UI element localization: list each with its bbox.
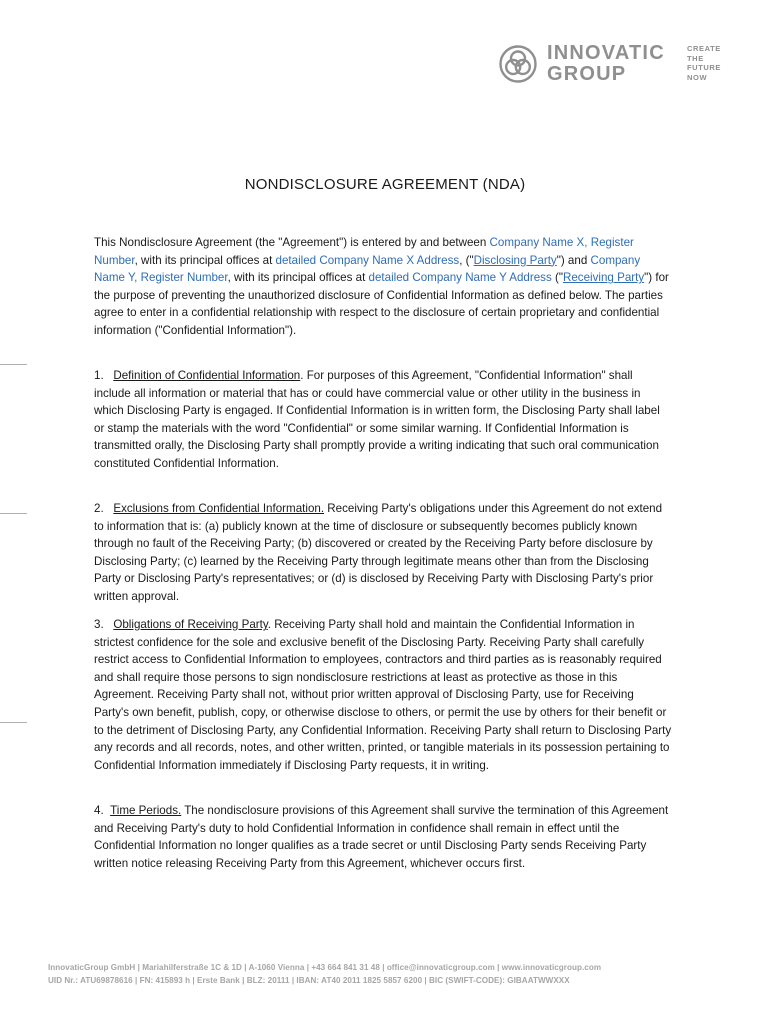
- party-y-link[interactable]: Company Name Y, Register Number: [94, 253, 641, 285]
- address-x-link[interactable]: detailed Company Name X Address: [275, 253, 460, 267]
- fold-mark: [0, 722, 27, 723]
- fold-mark: [0, 513, 27, 514]
- logo-name-line2: GROUP: [547, 63, 627, 85]
- section-text: Receiving Party's obligations under this Agreement do not extend to information that is: (a) publicly known at the time of disclosure or subsequently becomes publicly known through no fault of the Receiving Party; (b) discovered or created by the Receiving Party before disclosure by Disclosing Party; (c) learned by the Receiving Party through legitimate means other than from the Disclosing Party or Disclosing Party's representatives; or (d) is disclosed by Receiving Party with Disclosing Party's prior written approval.: [94, 502, 663, 603]
- logo-tagline-word: CREATE: [687, 44, 721, 53]
- section-obligations: [94, 616, 672, 774]
- document-title: NONDISCLOSURE AGREEMENT (NDA): [244, 176, 526, 193]
- logo-name-line1: INNOVATIC: [547, 42, 665, 64]
- disclosing-party-link[interactable]: Disclosing Party: [473, 253, 557, 267]
- footer-contact-line: InnovaticGroup GmbH | Mariahilferstraße 1C & 1D | A-1060 Vienna | +43 664 841 31 48 | office@innovaticgroup.com | www.innovaticgroup.com: [48, 963, 602, 972]
- section-text: . Receiving Party shall hold and maintain the Confidential Information in strictest confidence for the sole and exclusive benefit of the Disclosing Party. Receiving Party shall carefully restrict access to Confidential Information to employees, contractors and third parties as is reasonably required and shall require those persons to sign nondisclosure restrictions at least as protective as those in this Agreement. Receiving Party shall not, without prior written approval of Disclosing Party, use for Receiving Party's own benefit, publish, copy, or otherwise disclose to others, or permit the use by others for their benefit or to the detriment of Disclosing Party, any Confidential Information. Receiving Party shall return to Disclosing Party any records and all records, notes, and other written, printed, or tangible materials in its possession pertaining to Confidential Information immediately if Disclosing Party requests, it in writing.: [94, 618, 672, 772]
- party-x-link[interactable]: Company Name X, Register Number: [94, 236, 634, 267]
- section-number: 1.: [94, 369, 104, 382]
- logo-wordmark: [547, 43, 665, 85]
- logo-tagline-word: THE: [687, 53, 704, 63]
- section-number: 3.: [94, 618, 104, 631]
- page-footer: [48, 962, 738, 987]
- footer-bank-line: UID Nr.: ATU69878616 | FN: 415893 h | Erste Bank | BLZ: 20111 | IBAN: AT40 2011 1825 5857 6200 | BIC (SWIFT-CODE): GIBAATWWXXX: [48, 975, 570, 985]
- logo-icon: [498, 44, 538, 84]
- section-time-periods: [94, 802, 672, 872]
- section-definition: [94, 367, 672, 473]
- intro-paragraph: This Nondisclosure Agreement (the "Agreement") is entered by and between Company Name X, Register Number, with its principal offices at detailed Company Name X Address, ("Disclosing Party") and Company Name Y, Register Number, with its principal offices at detailed Company Name Y Address ("Receiving Party") for the purpose of preventing the unauthorized disclosure of Confidential Information as defined below. The parties agree to enter in a confidential relationship with respect to the disclosure of certain proprietary and confidential information ("Confidential Information").: [94, 236, 669, 337]
- section-heading: Time Periods.: [110, 804, 182, 817]
- logo-tagline-word: NOW: [687, 72, 708, 82]
- section-heading: Obligations of Receiving Party: [113, 618, 268, 631]
- receiving-party-link[interactable]: Receiving Party: [562, 271, 645, 285]
- logo-tagline: [687, 44, 721, 82]
- section-heading: Definition of Confidential Information: [113, 369, 301, 382]
- section-number: 2.: [94, 502, 104, 515]
- logo-tagline-word: FUTURE: [687, 63, 722, 72]
- section-text: . For purposes of this Agreement, "Confidential Information" shall include all information or material that has or could have commercial value or other utility in the business in which Disclosing Party is engaged. If Confidential Information is in written form, the Disclosing Party shall label or stamp the materials with the word "Confidential" or some similar warning. If Confidential Information is transmitted orally, the Disclosing Party shall promptly provide a writing indicating that such oral communication constituted Confidential Information.: [94, 369, 660, 470]
- company-logo: [498, 42, 738, 88]
- section-text: The nondisclosure provisions of this Agreement shall survive the termination of this Agreement and Receiving Party's duty to hold Confidential Information in confidence shall remain in effect until the Confidential Information no longer qualifies as a trade secret or until Disclosing Party sends Receiving Party written notice releasing Receiving Party from this Agreement, whichever occurs first.: [94, 804, 669, 870]
- section-exclusions: [94, 500, 672, 606]
- fold-mark: [0, 364, 27, 365]
- section-heading: Exclusions from Confidential Information.: [113, 502, 325, 515]
- address-y-link[interactable]: detailed Company Name Y Address: [368, 271, 552, 285]
- section-number: 4.: [94, 804, 104, 817]
